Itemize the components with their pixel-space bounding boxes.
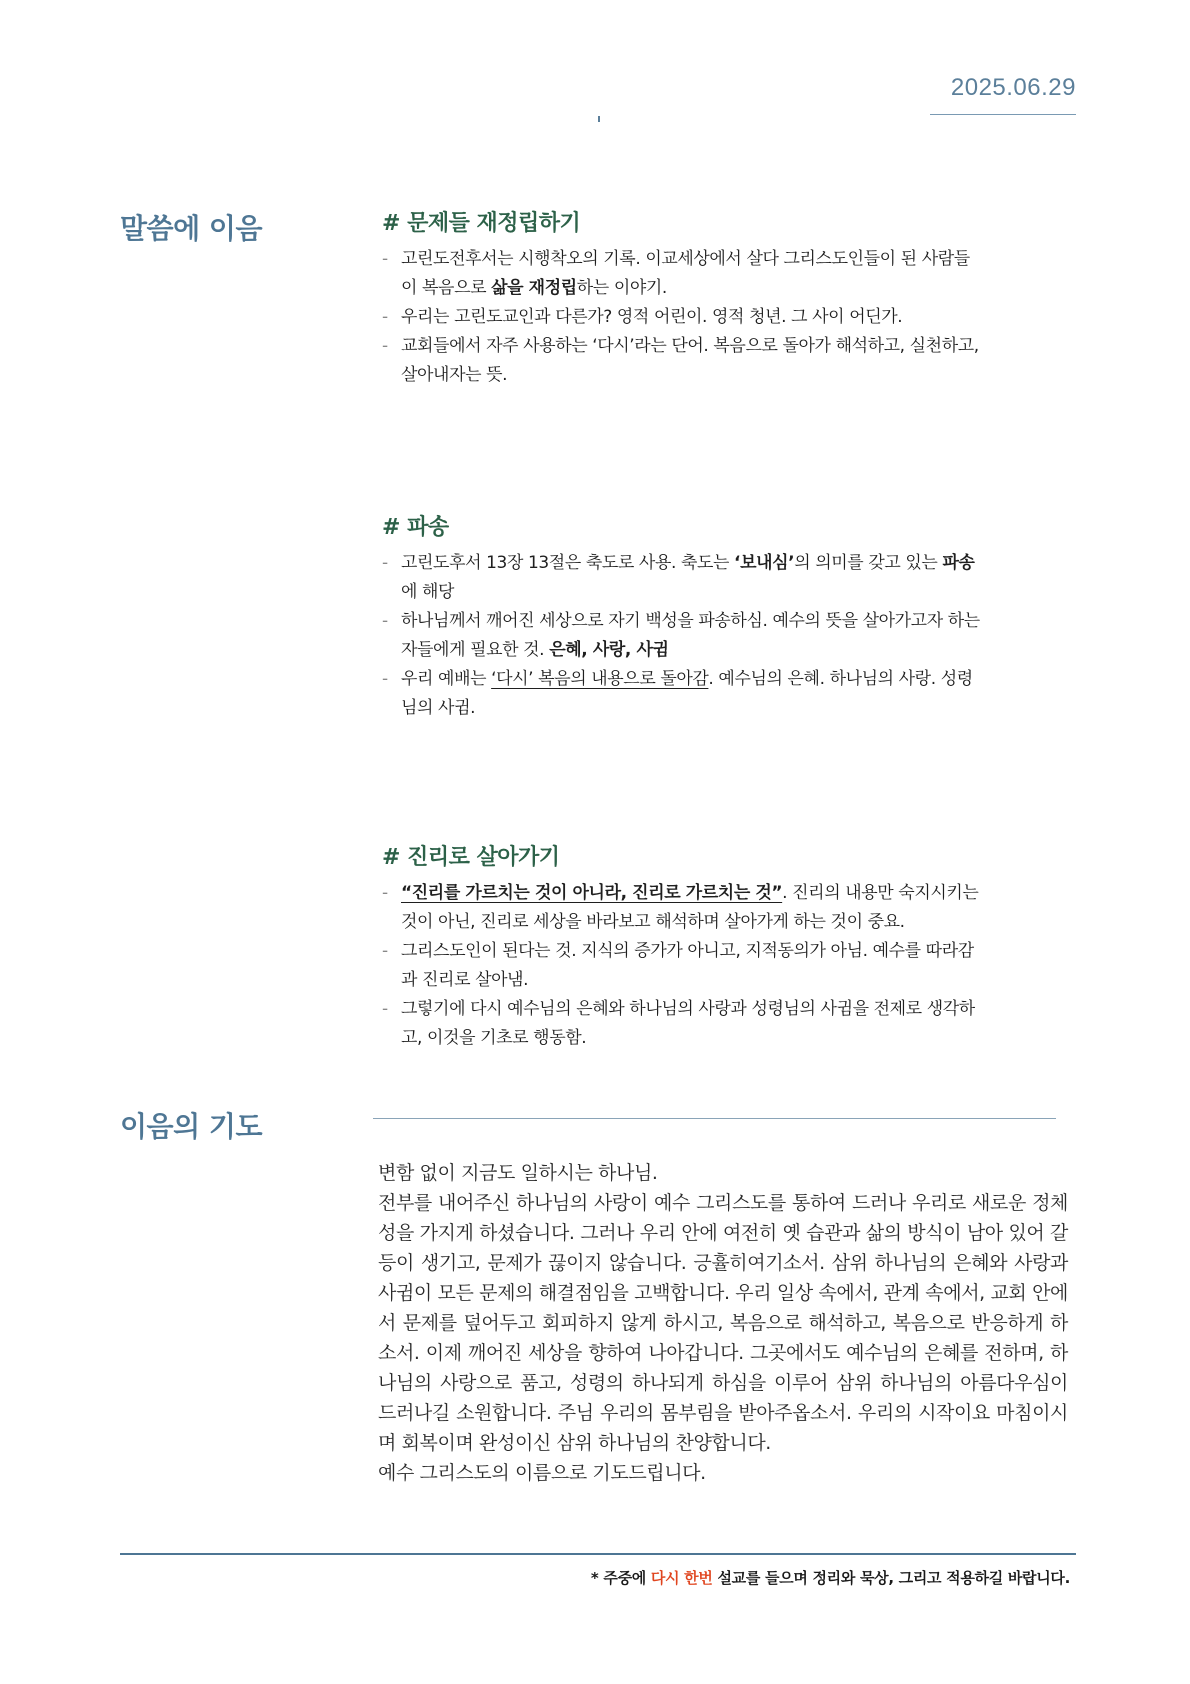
- block-reframing: [380, 206, 980, 390]
- section-title-prayer: 이음의 기도: [120, 1110, 262, 1143]
- footer-note: * 주중에 다시 한번 설교를 들으며 정리와 묵상, 그리고 적용하길 바랍니다.: [590, 1569, 1070, 1587]
- block-heading: # 파송: [382, 515, 449, 540]
- block-living-truth: [380, 840, 980, 1053]
- list-item: - 우리 예배는 ‘다시’ 복음의 내용으로 돌아감. 예수님의 은혜. 하나님의 사랑. 성령님의 사귐.: [380, 665, 980, 723]
- prayer-closing: 예수 그리스도의 이름으로 기도드립니다.: [378, 1462, 706, 1484]
- prayer-opening: 변함 없이 지금도 일하시는 하나님.: [378, 1162, 658, 1184]
- decorative-tick: [598, 116, 600, 122]
- list-item: - 고린도후서 13장 13절은 축도로 사용. 축도는 ‘보내심’의 의미를 갖고 있는 파송에 해당: [380, 549, 980, 607]
- block-sending: [380, 510, 980, 723]
- bullet-list: [380, 245, 980, 390]
- list-item: - 고린도전후서는 시행착오의 기록. 이교세상에서 살다 그리스도인들이 된 사람들이 복음으로 삶을 재정립하는 이야기.: [380, 245, 980, 303]
- list-item: - 그리스도인이 된다는 것. 지식의 증가가 아니고, 지적동의가 아님. 예수를 따라감과 진리로 살아냄.: [380, 937, 980, 995]
- section-title-connection: 말씀에 이음: [120, 212, 262, 245]
- bullet-list: [380, 879, 980, 1053]
- list-item: - “진리를 가르치는 것이 아니라, 진리로 가르치는 것”. 진리의 내용만 숙지시키는 것이 아닌, 진리로 세상을 바라보고 해석하며 살아가게 하는 것이 중요.: [380, 879, 980, 937]
- date-label: 2025.06.29: [950, 74, 1076, 101]
- prayer-body: 전부를 내어주신 하나님의 사랑이 예수 그리스도를 통하여 드러나 우리로 새로운 정체성을 가지게 하셨습니다. 그러나 우리 안에 여전히 옛 습관과 삶의 방식이 남아 있어 갈등이 생기고, 문제가 끊이지 않습니다. 긍휼히여기소서. 삼위 하나님의 은혜와 사랑과 사귐이 모든 문제의 해결점임을 고백합니다. 우리 일상 속에서, 관계 속에서, 교회 안에서 문제를 덮어두고 회피하지 않게 하시고, 복음으로 해석하고, 복음으로 반응하게 하소서. 이제 깨어진 세상을 향하여 나아갑니다. 그곳에서도 예수님의 은혜를 전하며, 하나님의 사랑으로 품고, 성령의 하나되게 하심을 이루어 삼위 하나님의 아름다우심이 드러나길 소원합니다. 주님 우리의 몸부림을 받아주옵소서. 우리의 시작이요 마침이시며 회복이며 완성이신 삼위 하나님의 찬양합니다.: [378, 1192, 1068, 1454]
- prayer-text: [378, 1158, 1068, 1488]
- bullet-list: [380, 549, 980, 723]
- footer-divider: [120, 1553, 1076, 1555]
- date-divider: [930, 114, 1076, 115]
- list-item: - 우리는 고린도교인과 다른가? 영적 어린이. 영적 청년. 그 사이 어딘가.: [380, 303, 980, 332]
- prayer-divider: [373, 1118, 1056, 1119]
- footer-highlight: 다시 한번: [650, 1569, 713, 1587]
- list-item: - 교회들에서 자주 사용하는 ‘다시’라는 단어. 복음으로 돌아가 해석하고, 실천하고, 살아내자는 뜻.: [380, 332, 980, 390]
- block-heading: # 진리로 살아가기: [382, 845, 560, 870]
- list-item: - 하나님께서 깨어진 세상으로 자기 백성을 파송하심. 예수의 뜻을 살아가고자 하는 자들에게 필요한 것. 은혜, 사랑, 사귐: [380, 607, 980, 665]
- list-item: - 그렇기에 다시 예수님의 은혜와 하나님의 사랑과 성령님의 사귐을 전제로 생각하고, 이것을 기초로 행동함.: [380, 995, 980, 1053]
- block-heading: # 문제들 재정립하기: [382, 211, 581, 236]
